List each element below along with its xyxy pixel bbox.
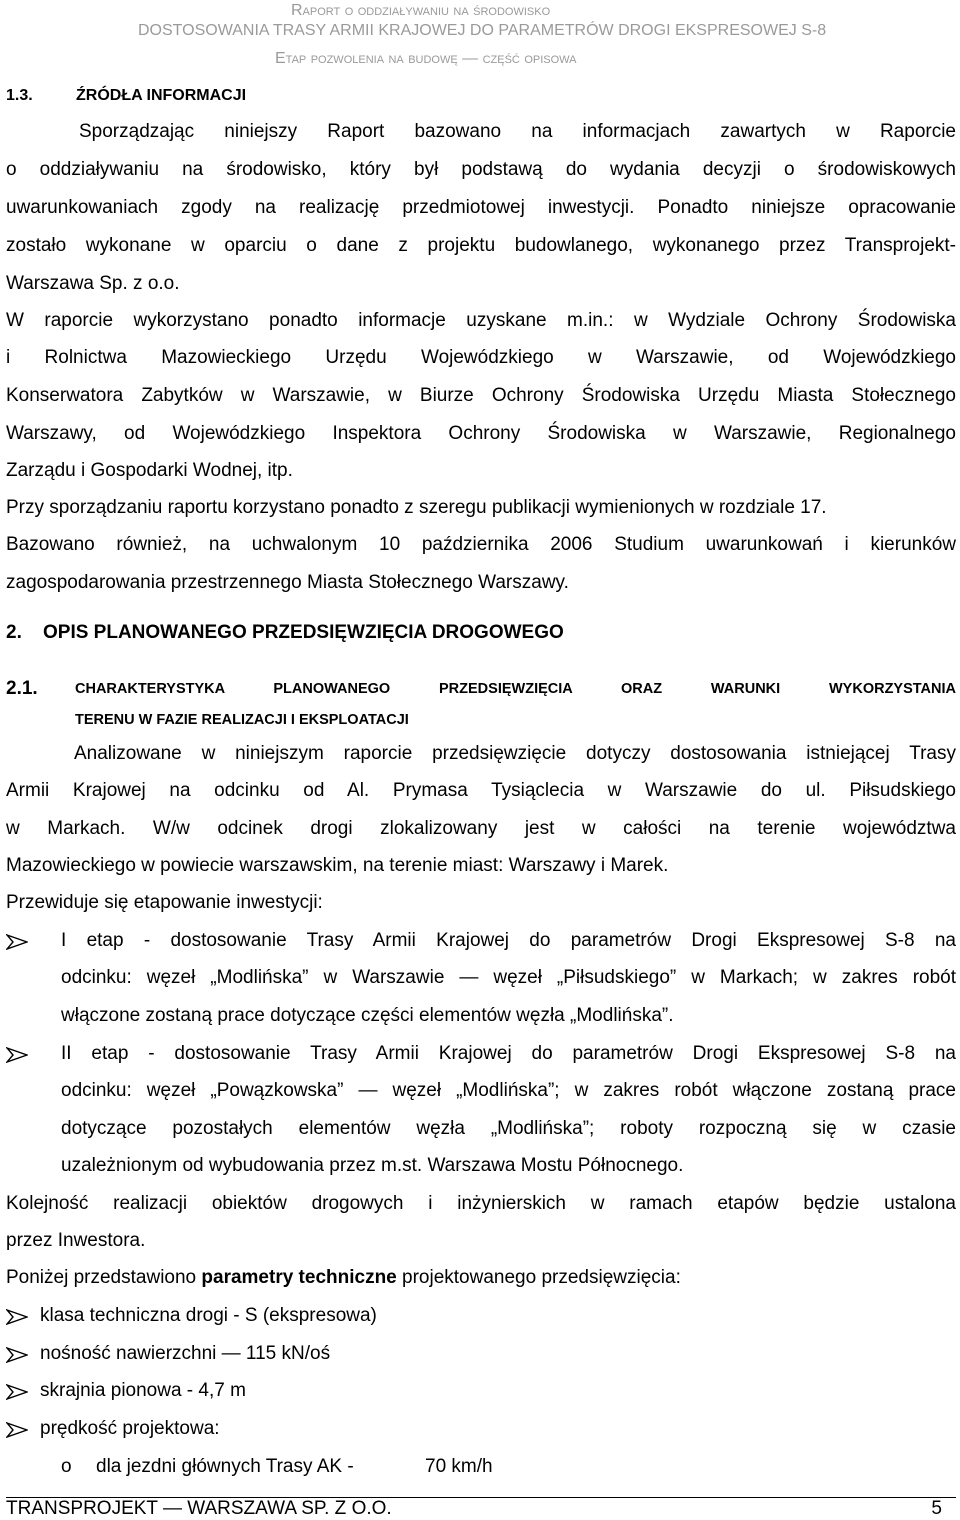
paragraph-line: Kolejność realizacji obiektów drogowych i inżynierskich w ramach etapów będzie ustalona	[6, 1193, 956, 1214]
section-title: ŹRÓDŁA INFORMACJI	[76, 87, 247, 104]
parameter-item: klasa techniczna drogi - S (ekspresowa)	[40, 1305, 377, 1326]
section-title-line-1: CHARAKTERYSTYKA PLANOWANEGO PRZEDSIĘWZIĘCIA ORAZ WARUNKI WYKORZYSTANIA	[75, 681, 956, 697]
sub-parameter-label: dla jezdni głównych Trasy AK -	[96, 1456, 354, 1477]
list-item-line: II etap - dostosowanie Trasy Armii Krajowej do parametrów Drogi Ekspresowej S-8 na	[61, 1043, 956, 1064]
section-title-line-2: TERENU W FAZIE REALIZACJI I EKSPLOATACJI	[75, 712, 409, 728]
paragraph-line: Warszawy, od Wojewódzkiego Inspektora Ochrony Środowiska w Warszawie, Regionalnego	[6, 423, 956, 444]
arrow-bullet-icon	[6, 1309, 28, 1325]
section-2-heading	[6, 622, 564, 644]
parameter-item: prędkość projektowa:	[40, 1418, 220, 1439]
list-item-line: uzależnionym od wybudowania przez m.st. Warszawa Mostu Północnego.	[61, 1155, 684, 1176]
paragraph-line: zagospodarowania przestrzennego Miasta Stołecznego Warszawy.	[6, 572, 569, 593]
circle-bullet: o	[61, 1456, 72, 1477]
paragraph-line: w Markach. W/w odcinek drogi zlokalizowany jest w całości na terenie województwa	[6, 818, 956, 839]
list-item-line: odcinku: węzeł „Powązkowska” — węzeł „Modlińska”; w zakres robót włączone zostaną prace	[61, 1080, 956, 1101]
arrow-bullet-icon	[6, 1347, 28, 1363]
parameters-intro	[6, 1267, 956, 1289]
section-1-3-heading	[6, 87, 246, 105]
arrow-bullet-icon	[6, 934, 28, 950]
header-line-1: Raport o oddziaływaniu na środowisko	[291, 2, 551, 19]
arrow-bullet-icon	[6, 1047, 28, 1063]
paragraph-line: Zarządu i Gospodarki Wodnej, itp.	[6, 460, 293, 481]
paragraph-line: Analizowane w niniejszym raporcie przedsięwzięcie dotyczy dostosowania istniejącej Trasy	[74, 743, 956, 764]
paragraph-line: Bazowano również, na uchwalonym 10 października 2006 Studium uwarunkowań i kierunków	[6, 534, 956, 555]
intro-text: Poniżej przedstawiono	[6, 1267, 202, 1288]
arrow-bullet-icon	[6, 1384, 28, 1400]
paragraph-line: Konserwatora Zabytków w Warszawie, w Biurze Ochrony Środowiska Urzędu Miasta Stołecznego	[6, 385, 956, 406]
section-number: 2.1.	[6, 678, 38, 699]
sub-parameter-value: 70 km/h	[425, 1456, 493, 1477]
paragraph-line: Przy sporządzaniu raportu korzystano ponadto z szeregu publikacji wymienionych w rozdziale 17.	[6, 497, 827, 518]
list-item-line: I etap - dostosowanie Trasy Armii Krajowej do parametrów Drogi Ekspresowej S-8 na	[61, 930, 956, 951]
list-item-line: odcinku: węzeł „Modlińska” w Warszawie — węzeł „Piłsudskiego” w Markach; w zakres robót	[61, 967, 956, 988]
footer-company: TRANSPROJEKT — WARSZAWA SP. Z O.O.	[6, 1498, 392, 1519]
paragraph-line: Sporządzając niniejszy Raport bazowano na informacjach zawartych w Raporcie	[79, 121, 956, 142]
sub-parameter-item	[61, 1456, 493, 1478]
section-title: OPIS PLANOWANEGO PRZEDSIĘWZIĘCIA DROGOWEGO	[43, 622, 564, 643]
list-item-line: dotyczące pozostałych elementów węzła „Modlińska”; roboty rozpoczną się w czasie	[61, 1118, 956, 1139]
running-header	[0, 2, 960, 72]
paragraph-line: Przewiduje się etapowanie inwestycji:	[6, 892, 323, 913]
arrow-bullet-icon	[6, 1422, 28, 1438]
paragraph-line: Armii Krajowej na odcinku od Al. Prymasa Tysiąclecia w Warszawie do ul. Piłsudskiego	[6, 780, 956, 801]
paragraph-line: i Rolnictwa Mazowieckiego Urzędu Wojewódzkiego w Warszawie, od Wojewódzkiego	[6, 347, 956, 368]
intro-bold-text: parametry techniczne	[201, 1267, 397, 1288]
header-line-3: Etap pozwolenia na budowę — część opisowa	[275, 50, 577, 67]
list-item-line: włączone zostaną prace dotyczące części elementów węzła „Modlińska”.	[61, 1005, 674, 1026]
header-line-2: DOSTOSOWANIA TRASY ARMII KRAJOWEJ DO PARAMETRÓW DROGI EKSPRESOWEJ S-8	[138, 22, 827, 39]
parameter-item: nośność nawierzchni — 115 kN/oś	[40, 1343, 331, 1364]
paragraph-line: W raporcie wykorzystano ponadto informacje uzyskane m.in.: w Wydziale Ochrony Środowiska	[6, 310, 956, 331]
section-number: 1.3.	[6, 87, 33, 104]
intro-text: projektowanego przedsięwzięcia:	[396, 1267, 681, 1288]
page-number: 5	[931, 1498, 942, 1519]
paragraph-line: Warszawa Sp. z o.o.	[6, 273, 180, 294]
paragraph-line: zostało wykonane w oparciu o dane z projektu budowlanego, wykonanego przez Transprojekt-	[6, 235, 956, 256]
parameter-item: skrajnia pionowa - 4,7 m	[40, 1380, 246, 1401]
paragraph-line: Mazowieckiego w powiecie warszawskim, na terenie miast: Warszawy i Marek.	[6, 855, 669, 876]
paragraph-line: o oddziaływaniu na środowisko, który był podstawą do wydania decyzji o środowiskowych	[6, 159, 956, 180]
paragraph-line: uwarunkowaniach zgody na realizację przedmiotowej inwestycji. Ponadto niniejsze opracowanie	[6, 197, 956, 218]
page-footer	[6, 1497, 956, 1519]
paragraph-line: przez Inwestora.	[6, 1230, 146, 1251]
section-number: 2.	[6, 622, 22, 643]
